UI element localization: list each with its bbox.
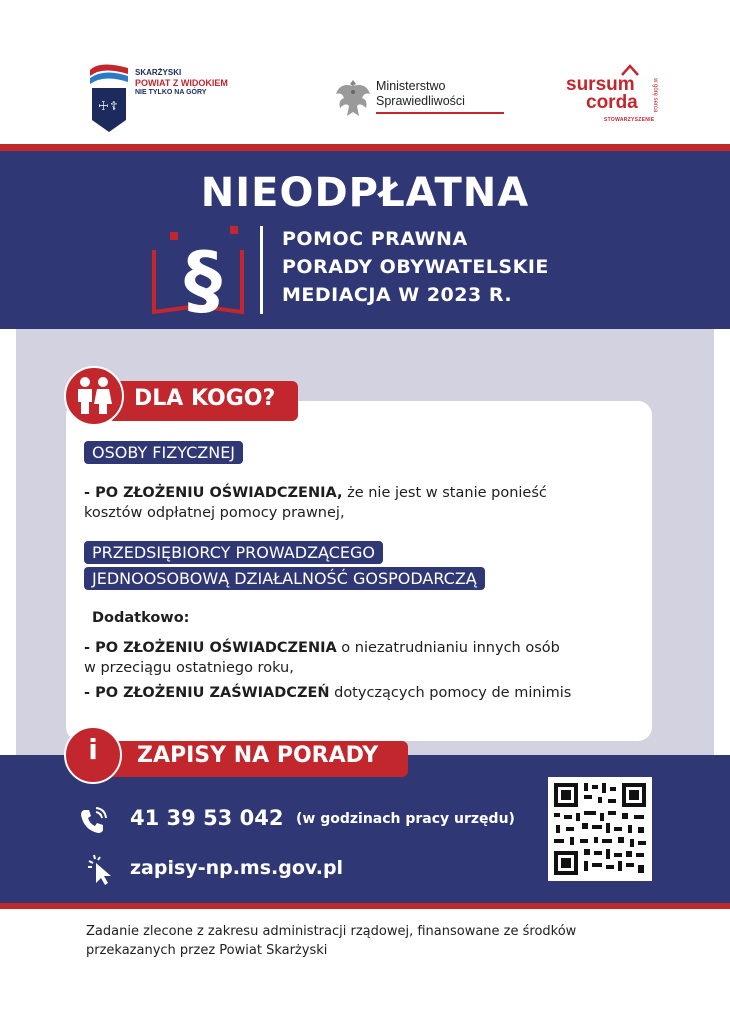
corda-text: corda	[586, 92, 638, 113]
powiat-logo-line2: POWIAT Z WIDOKIEM	[135, 78, 228, 88]
phone-hours-note: (w godzinach pracy urzędu)	[296, 811, 515, 827]
people-icon	[66, 368, 122, 424]
ministry-logo	[334, 76, 484, 122]
individuals-condition-rest: że nie jest w stanie ponieść	[342, 485, 547, 501]
for-whom-title: DLA KOGO?	[134, 386, 276, 411]
eagle-icon	[334, 76, 372, 120]
svg-text:§: §	[184, 235, 222, 320]
individuals-condition	[84, 483, 547, 503]
info-icon-letter: i	[88, 733, 98, 766]
ministry-line1: Ministerstwo	[376, 79, 446, 93]
paragraph-icon	[150, 220, 250, 320]
signup-website-link[interactable]: zapisy-np.ms.gov.pl	[130, 857, 344, 879]
footer-line1: Zadanie zlecone z zakresu administracji rządowej, finansowane ze środków	[86, 924, 577, 939]
powiat-logo-line1: SKARŻYSKI	[135, 68, 182, 77]
banner-title: NIEODPŁATNA	[200, 170, 530, 216]
phone-number[interactable]: 41 39 53 042	[130, 806, 284, 830]
individuals-tag: OSOBY FIZYCZNEJ	[84, 441, 243, 464]
declaration-item	[84, 638, 560, 658]
banner-line-legal-aid: POMOC PRAWNA	[282, 228, 468, 250]
declaration-item-bold: - PO ZŁOŻENIU OŚWIADCZENIA	[84, 640, 337, 656]
for-whom-icon-circle	[64, 366, 124, 426]
sursum-corda-logo	[566, 64, 666, 128]
powiat-shield-icon	[90, 62, 128, 132]
certificates-item-bold: - PO ZŁOŻENIU ZAŚWIADCZEŃ	[84, 685, 330, 701]
banner-line-mediation: MEDIACJA W 2023 R.	[282, 284, 513, 306]
footer-line2: przekazanych przez Powiat Skarżyski	[86, 943, 328, 958]
w-gore-serca-text: w górę serca	[652, 78, 658, 113]
individuals-condition-line2: kosztów odpłatnej pomocy prawnej,	[84, 505, 345, 521]
entrepreneurs-tag-line2: JEDNOOSOBOWĄ DZIAŁALNOŚĆ GOSPODARCZĄ	[84, 567, 485, 590]
individuals-condition-bold: - PO ZŁOŻENIU OŚWIADCZENIA,	[84, 485, 343, 501]
entrepreneurs-tag-line1: PRZEDSIĘBIORCY PROWADZĄCEGO	[84, 541, 383, 564]
phone-icon	[78, 806, 108, 836]
signup-title: ZAPISY NA PORADY	[137, 743, 379, 768]
banner-divider	[260, 226, 263, 314]
banner-line-civic-advice: PORADY OBYWATELSKIE	[282, 256, 549, 278]
top-red-stripe	[0, 144, 730, 151]
certificates-item-rest: dotyczących pomocy de minimis	[329, 685, 572, 701]
footer-note	[86, 922, 686, 960]
stowarzyszenie-text: STOWARZYSZENIE	[604, 117, 655, 123]
declaration-item-line2: w przeciągu ostatniego roku,	[84, 660, 294, 676]
powiat-logo	[90, 62, 250, 134]
declaration-item-rest: o niezatrudnianiu innych osób	[336, 640, 560, 656]
powiat-logo-line3: NIE TYLKO NA GÓRY	[135, 89, 207, 96]
ministry-underline	[376, 112, 504, 114]
sursum-text: sursum	[566, 74, 635, 95]
bottom-red-stripe	[0, 903, 730, 909]
certificates-item	[84, 683, 571, 703]
svg-text:☦: ☦	[110, 99, 118, 113]
ministry-line2: Sprawiedliwości	[376, 94, 465, 108]
qr-code-icon[interactable]	[548, 777, 652, 881]
svg-text:☩: ☩	[98, 99, 109, 113]
cursor-click-icon	[86, 853, 116, 885]
additionally-label: Dodatkowo:	[92, 610, 190, 626]
